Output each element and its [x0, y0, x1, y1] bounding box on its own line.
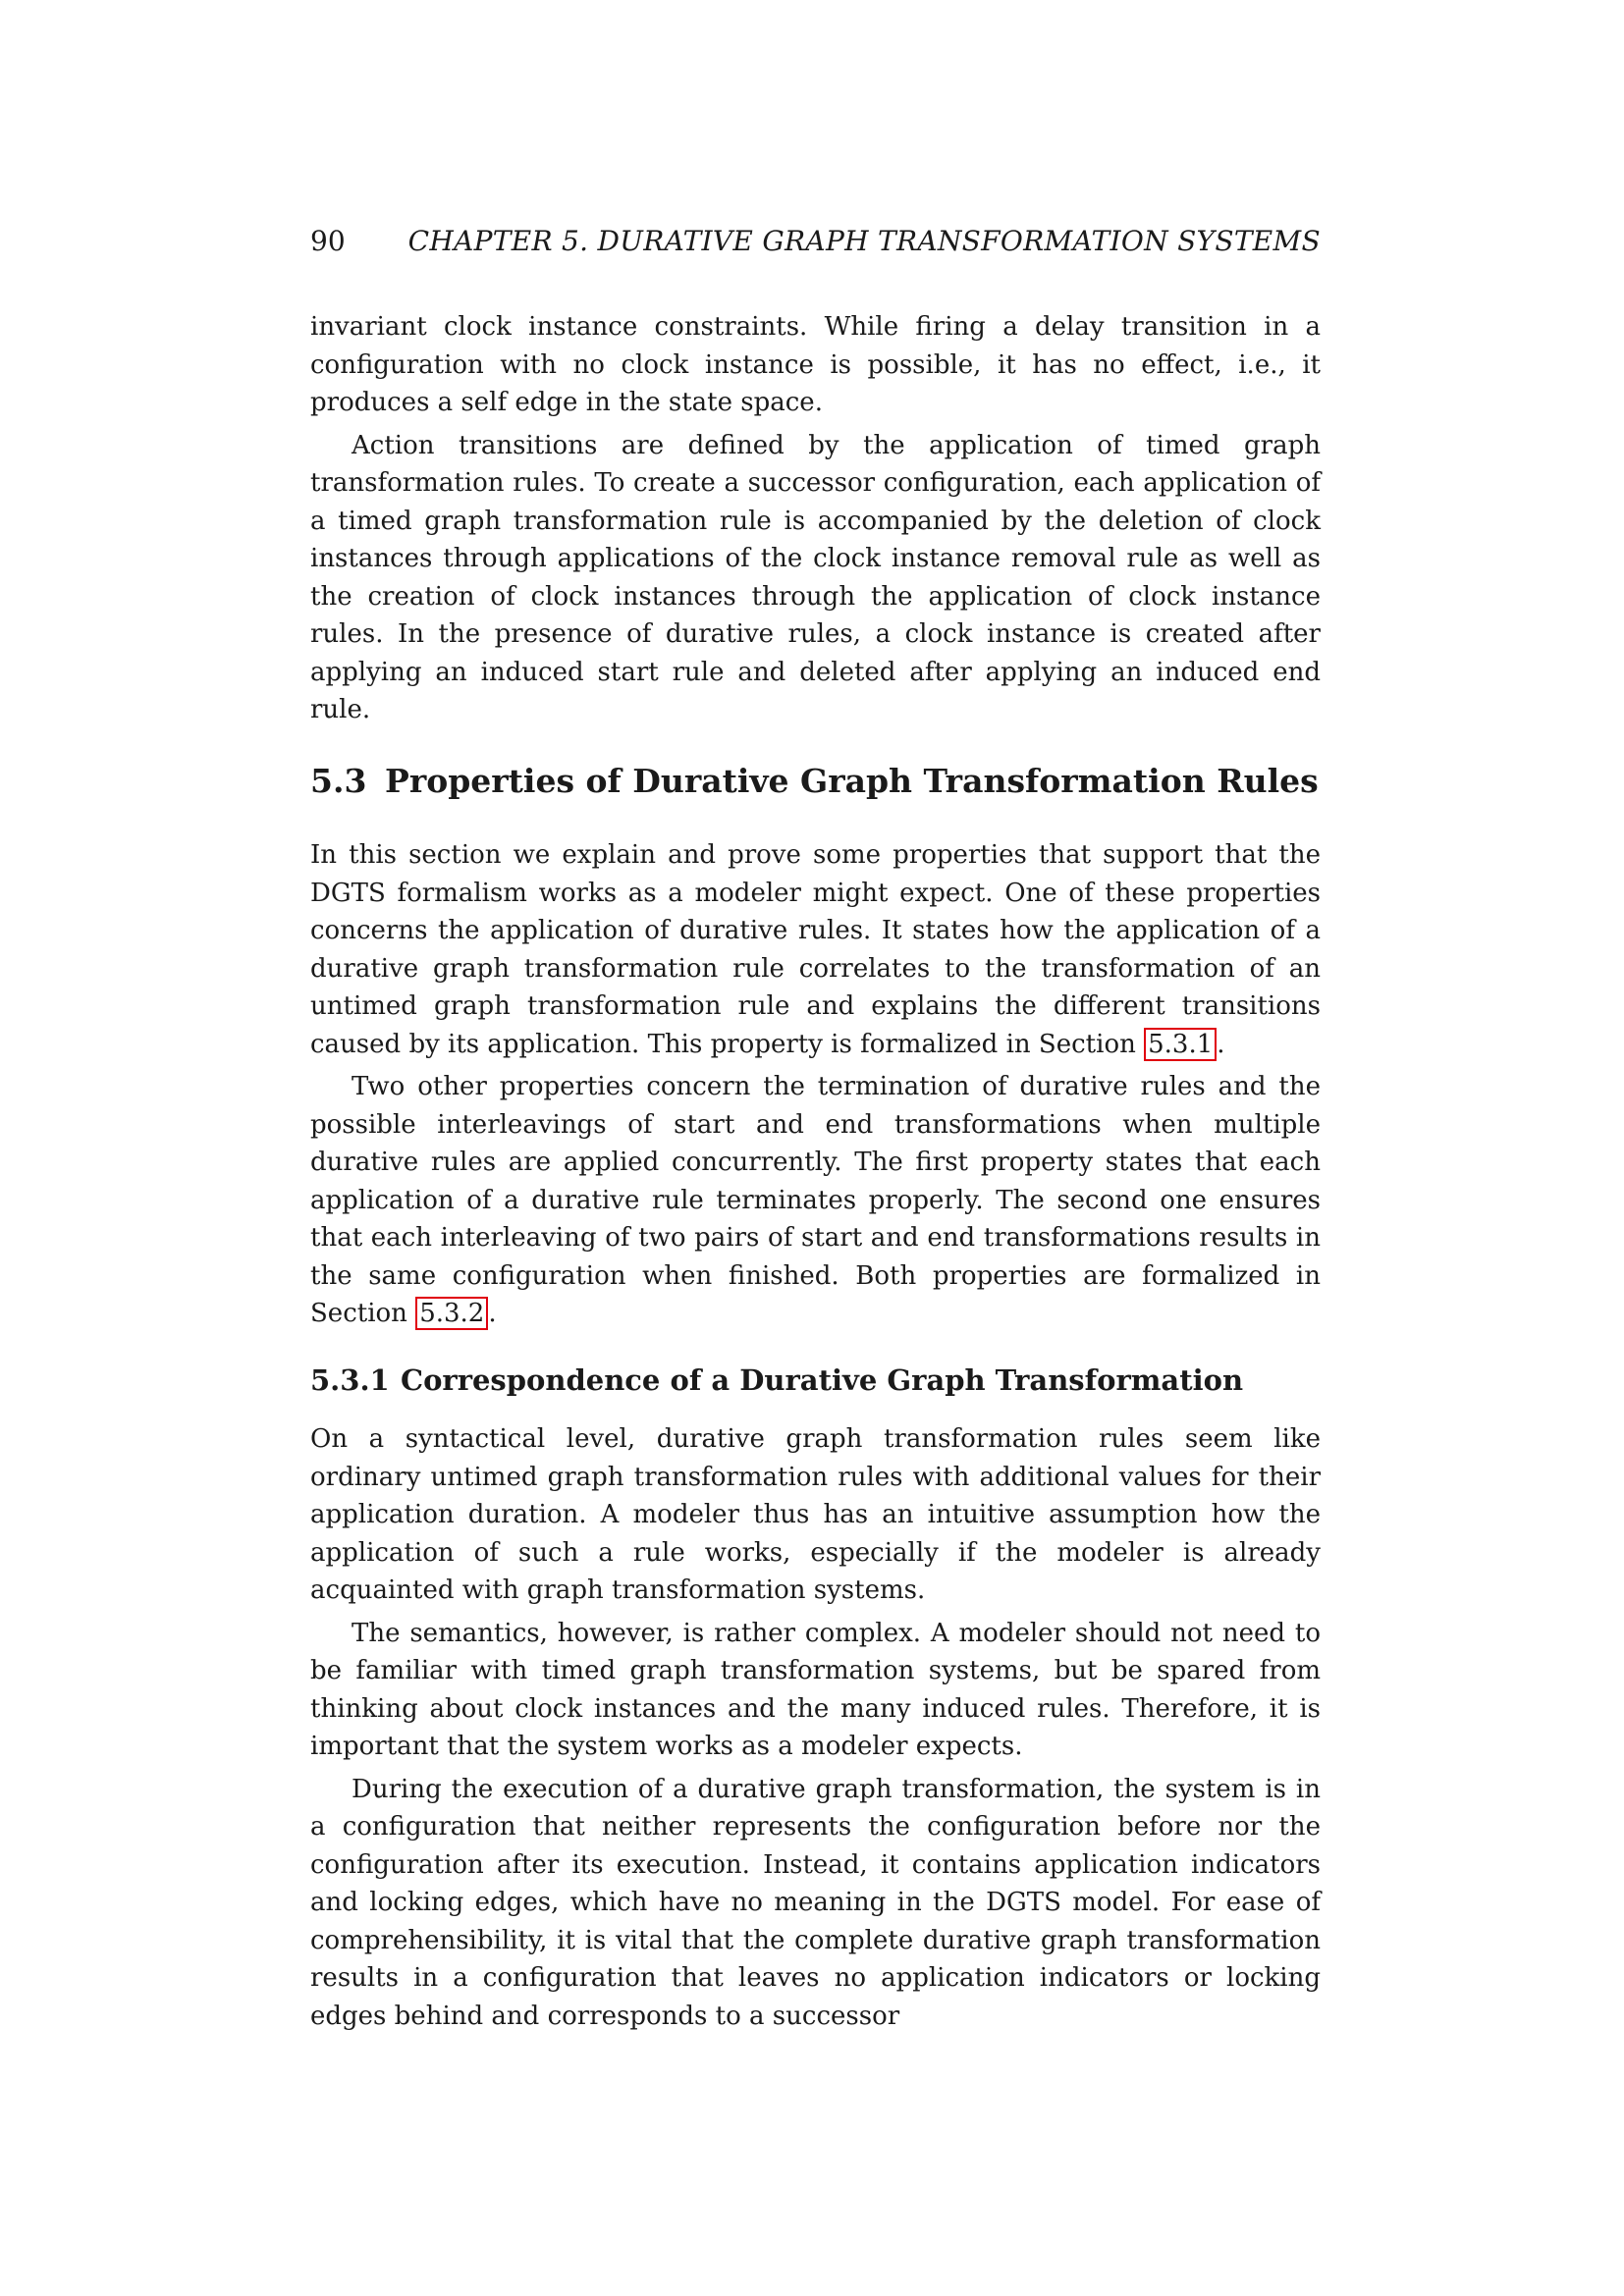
section-reference-5-3-1[interactable]: 5.3.1: [1144, 1028, 1217, 1061]
subsection-heading-5-3-1: [310, 1361, 1321, 1400]
section-reference-5-3-2[interactable]: 5.3.2: [415, 1297, 488, 1330]
section-5-3-1-paragraph-3: During the execution of a durative graph transformation, the system is in a configuration that neither represents the configuration before nor the configuration after its execution. Instead, it contains application indicators and locking edges, which have no meaning in the DGTS model. For ease of comprehensibility, it is vital that the complete durative graph transformation results in a configuration that leaves no application indicators or locking edges behind and corresponds to a successor: [310, 1774, 1321, 2031]
intro-text: [310, 308, 1321, 734]
chapter-title: CHAPTER 5. DURATIVE GRAPH TRANSFORMATION SYSTEMS: [407, 225, 1321, 257]
subsection-title: Correspondence of a Durative Graph Transformation: [401, 1363, 1244, 1397]
intro-paragraph-2: Action transitions are defined by the application of timed graph transformation rules. To create a successor configuration, each application of a timed graph transformation rule is accompanied by the deletion of clock instances through applications of the clock instance removal rule as well as the creation of clock instances through the application of clock instance rules. In the presence of durative rules, a clock instance is created after applying an induced start rule and deleted after applying an induced end rule.: [310, 430, 1321, 724]
section-5-3-1-paragraph-1: On a syntactical level, durative graph transformation rules seem like ordinary untimed graph transformation rules with additional values for their application duration. A modeler thus has an intuitive assumption how the application of such a rule works, especially if the modeler is already acquainted with graph transformation systems.: [310, 1424, 1321, 1605]
section-number: 5.3: [310, 762, 367, 800]
section-5-3-paragraph-2: [310, 1068, 1321, 1333]
section-5-3-paragraph-1: [310, 836, 1321, 1063]
intro-paragraph-1: invariant clock instance constraints. While firing a delay transition in a configuration with no clock instance is possible, it has no effect, i.e., it produces a self edge in the state space.: [310, 312, 1321, 417]
paragraph-text-end: .: [1217, 1029, 1225, 1059]
running-header: [310, 222, 1321, 261]
paragraph-text: In this section we explain and prove some properties that support that the DGTS formalism works as a modeler might expect. One of these properties concerns the application of durative rules. It states how the application of a durative graph transformation rule correlates to the transformation of an untimed graph transformation rule and explains the different transitions caused by its application. This property is formalized in Section: [310, 840, 1321, 1059]
paragraph-text: Two other properties concern the termination of durative rules and the possible interleavings of start and end transformations when multiple durative rules are applied concurrently. The first property states that each application of a durative rule terminates properly. The second one ensures that each interleaving of two pairs of start and end transformations results in the same configuration when finished. Both properties are formalized in Section: [310, 1072, 1321, 1328]
section-heading-5-3: [310, 760, 1321, 803]
section-title: Properties of Durative Graph Transformation Rules: [385, 762, 1319, 800]
section-5-3-1-paragraph-2: The semantics, however, is rather complex. A modeler should not need to be familiar with timed graph transformation systems, but be spared from thinking about clock instances and the many induced rules. Therefore, it is important that the system works as a modeler expects.: [310, 1618, 1321, 1761]
paragraph-text-end: .: [488, 1299, 497, 1328]
section-5-3-1-text: [310, 1420, 1321, 2040]
subsection-number: 5.3.1: [310, 1363, 390, 1397]
section-5-3-text: [310, 836, 1321, 1338]
page-number: 90: [310, 225, 346, 257]
